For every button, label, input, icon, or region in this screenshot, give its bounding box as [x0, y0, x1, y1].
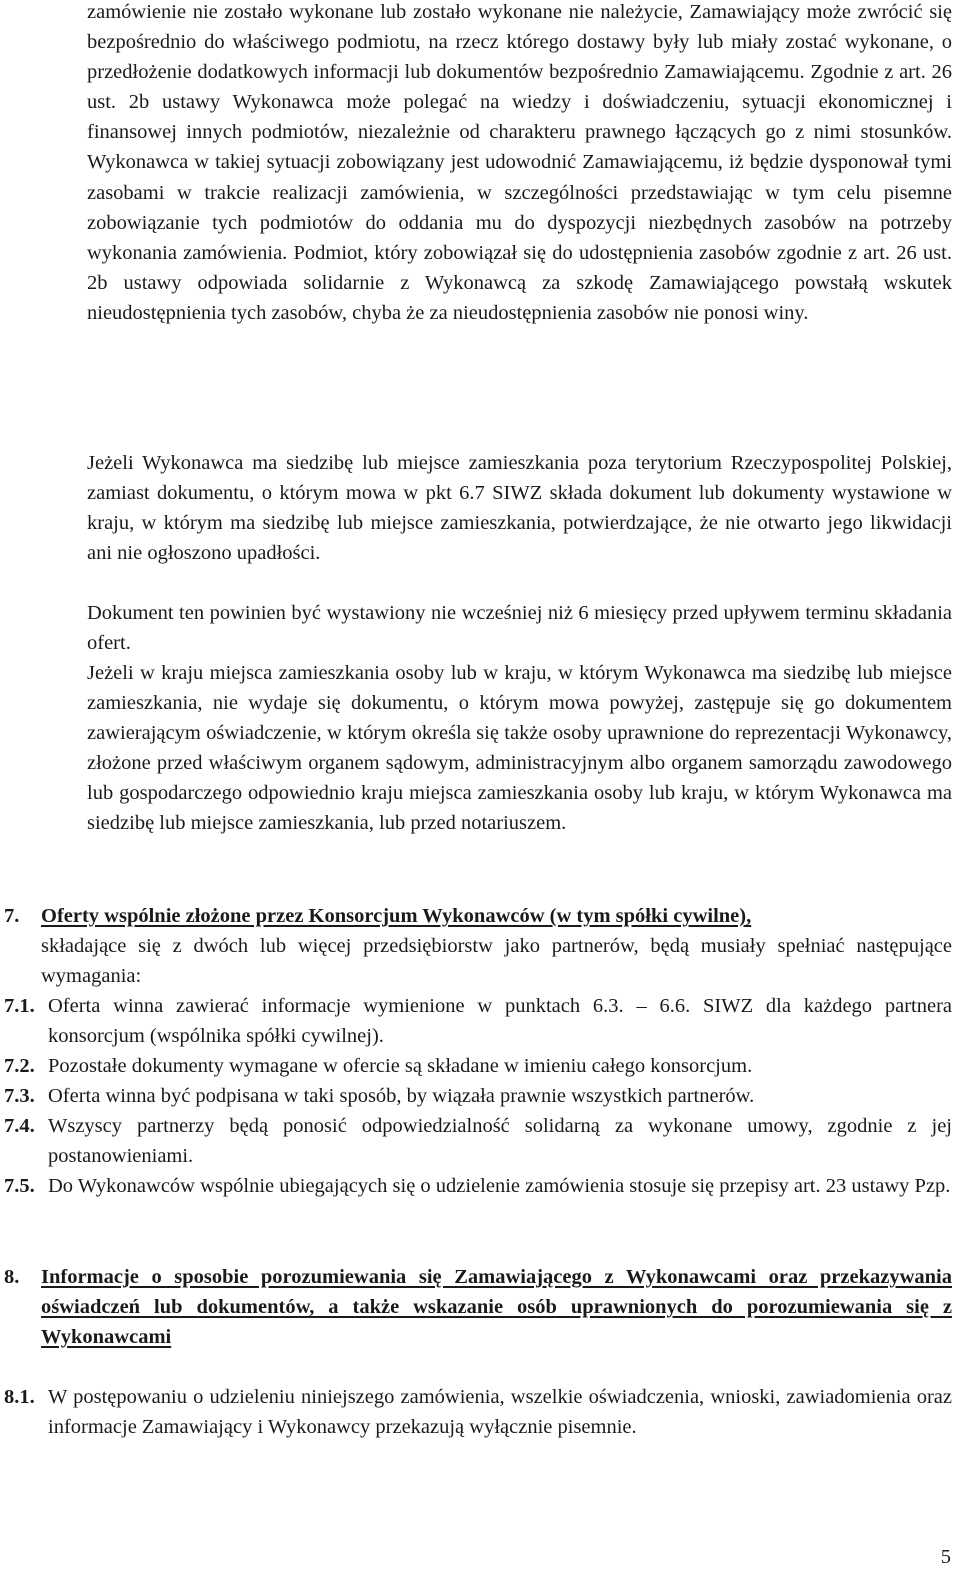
section-7-heading	[4, 901, 952, 991]
section-title: Oferty wspólnie złożone przez Konsorcjum Wykonawców (w tym spółki cywilne),	[41, 905, 752, 927]
list-item	[4, 1051, 952, 1081]
list-item	[4, 1081, 952, 1111]
list-item	[4, 1111, 952, 1171]
item-number: 8.1.	[4, 1386, 35, 1408]
section-number: 7.	[4, 905, 20, 927]
item-number: 7.2.	[4, 1055, 35, 1077]
item-number: 7.4.	[4, 1115, 35, 1137]
list-item	[4, 1382, 952, 1442]
list-item	[4, 1171, 952, 1201]
section-intro: składające się z dwóch lub więcej przedsiębiorstw jako partnerów, będą musiały spełniać następujące wymagania:	[41, 935, 952, 988]
item-number: 7.5.	[4, 1175, 35, 1197]
paragraph-document-validity: Dokument ten powinien być wystawiony nie wcześniej niż 6 miesięcy przed upływem terminu składania ofert.	[87, 602, 952, 655]
paragraph-subcontractor-resources: zamówienie nie zostało wykonane lub zostało wykonane nie należycie, Zamawiający może zwrócić się bezpośrednio do właściwego podmiotu, na rzecz którego dostawy były lub miały zostać wykonane, o przedłożenie dodatkowych informacji lub dokumentów bezpośrednio Zamawiającemu. Zgodnie z art. 26 ust. 2b ustawy Wykonawca może polegać na wiedzy i doświadczeniu, sytuacji ekonomicznej i finansowej innych podmiotów, niezależnie od charakteru prawnego łączących go z nimi stosunków. Wykonawca w takiej sytuacji zobowiązany jest udowodnić Zamawiającemu, iż będzie dysponował tymi zasobami w trakcie realizacji zamówienia, w szczególności przedstawiając w tym celu pisemne zobowiązanie tych podmiotów do oddania mu do dyspozycji niezbędnych zasobów na potrzeby wykonania zamówienia. Podmiot, który zobowiązał się do udostępnienia zasobów zgodnie z art. 26 ust. 2b ustawy odpowiada solidarnie z Wykonawcą za szkodę Zamawiającego powstałą wskutek nieudostępnienia tych zasobów, chyba że za nieudostępnienia zasobów nie ponosi winy.	[87, 1, 952, 324]
page-number: 5	[940, 1546, 951, 1568]
paragraph-substitute-statement: Jeżeli w kraju miejsca zamieszkania osoby lub w kraju, w którym Wykonawca ma siedzibę lub miejsce zamieszkania, nie wydaje się dokumentu, o którym mowa powyżej, zastępuje się go dokumentem zawierającym oświadczenie, w którym określa się także osoby uprawnione do reprezentacji Wykonawcy, złożone przed właściwym organem sądowym, administracyjnym albo organem samorządu zawodowego lub gospodarczego odpowiednio kraju miejsca zamieszkania osoby lub kraju, w którym Wykonawca ma siedzibę lub miejsce zamieszkania, lub przed notariuszem.	[87, 662, 952, 835]
section-8-heading	[4, 1262, 952, 1352]
item-text: Oferta winna być podpisana w taki sposób, by wiązała prawnie wszystkich partnerów.	[48, 1085, 755, 1107]
item-number: 7.3.	[4, 1085, 35, 1107]
paragraph-foreign-seat: Jeżeli Wykonawca ma siedzibę lub miejsce zamieszkania poza terytorium Rzeczypospolitej Polskiej, zamiast dokumentu, o którym mowa w pkt 6.7 SIWZ składa dokument lub dokumenty wystawione w kraju, w którym ma siedzibę lub miejsce zamieszkania, potwierdzające, że nie otwarto jego likwidacji ani nie ogłoszono upadłości.	[87, 452, 952, 565]
item-text: Pozostałe dokumenty wymagane w ofercie są składane w imieniu całego konsorcjum.	[48, 1055, 753, 1077]
list-item	[4, 991, 952, 1051]
section-title: Informacje o sposobie porozumiewania się Zamawiającego z Wykonawcami oraz przekazywania oświadczeń lub dokumentów, a także wskazanie osób uprawnionych do porozumiewania się z Wykonawcami	[41, 1266, 952, 1349]
item-number: 7.1.	[4, 995, 35, 1017]
item-text: Do Wykonawców wspólnie ubiegających się o udzielenie zamówienia stosuje się przepisy art. 23 ustawy Pzp.	[48, 1175, 951, 1197]
item-text: Oferta winna zawierać informacje wymienione w punktach 6.3. – 6.6. SIWZ dla każdego partnera konsorcjum (wspólnika spółki cywilnej).	[48, 995, 952, 1048]
item-text: W postępowaniu o udzieleniu niniejszego zamówienia, wszelkie oświadczenia, wnioski, zawiadomienia oraz informacje Zamawiający i Wykonawcy przekazują wyłącznie pisemnie.	[48, 1386, 952, 1439]
section-number: 8.	[4, 1266, 20, 1288]
item-text: Wszyscy partnerzy będą ponosić odpowiedzialność solidarną za wykonane umowy, zgodnie z jej postanowieniami.	[48, 1115, 952, 1168]
